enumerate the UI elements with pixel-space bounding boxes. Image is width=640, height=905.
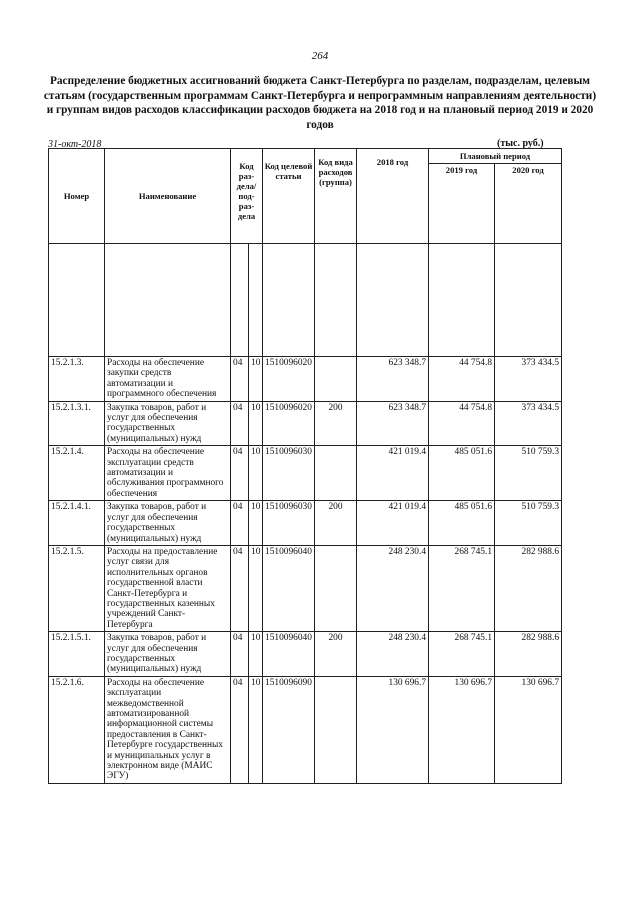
header-row bbox=[49, 149, 562, 164]
page-number: 264 bbox=[311, 50, 329, 62]
row-target-code: 1510096090 bbox=[263, 676, 315, 783]
header-expense-type: Код вида расходов (группа) bbox=[315, 149, 357, 244]
row-value-2019: 485 051.6 bbox=[429, 446, 495, 501]
row-value-2019: 485 051.6 bbox=[429, 501, 495, 546]
unit-label: (тыс. руб.) bbox=[497, 138, 544, 149]
row-target-code: 1510096040 bbox=[263, 632, 315, 677]
row-name: Расходы на обеспечение эксплуатации средств автоматизации и обслуживания программного обеспечения bbox=[105, 446, 231, 501]
row-value-2019: 44 754.8 bbox=[429, 401, 495, 446]
row-section: 04 bbox=[231, 676, 249, 783]
row-subsection: 10 bbox=[249, 545, 263, 631]
table-row bbox=[49, 446, 562, 501]
row-number: 15.2.1.4. bbox=[49, 446, 105, 501]
row-number: 15.2.1.5. bbox=[49, 545, 105, 631]
table-row bbox=[49, 501, 562, 546]
row-expense-type bbox=[315, 357, 357, 402]
row-value-2020: 282 988.6 bbox=[495, 545, 562, 631]
header-planned-period: Плановый период bbox=[429, 149, 562, 164]
row-name: Закупка товаров, работ и услуг для обеспечения государственных (муниципальных) нужд bbox=[105, 401, 231, 446]
row-value-2019: 268 745.1 bbox=[429, 545, 495, 631]
table-row bbox=[49, 401, 562, 446]
row-expense-type bbox=[315, 446, 357, 501]
row-number: 15.2.1.3.1. bbox=[49, 401, 105, 446]
header-number: Номер bbox=[49, 149, 105, 244]
row-target-code: 1510096040 bbox=[263, 545, 315, 631]
row-value-2018: 421 019.4 bbox=[357, 446, 429, 501]
header-2020: 2020 год bbox=[495, 164, 562, 244]
row-expense-type: 200 bbox=[315, 632, 357, 677]
row-value-2020: 373 434.5 bbox=[495, 357, 562, 402]
table-row bbox=[49, 357, 562, 402]
row-expense-type: 200 bbox=[315, 401, 357, 446]
row-value-2018: 248 230.4 bbox=[357, 545, 429, 631]
header-2019: 2019 год bbox=[429, 164, 495, 244]
table-row bbox=[49, 545, 562, 631]
row-subsection: 10 bbox=[249, 446, 263, 501]
row-value-2020: 510 759.3 bbox=[495, 446, 562, 501]
row-name: Расходы на обеспечение закупки средств автоматизации и программного обеспечения bbox=[105, 357, 231, 402]
row-subsection: 10 bbox=[249, 401, 263, 446]
table-row bbox=[49, 676, 562, 783]
row-value-2020: 373 434.5 bbox=[495, 401, 562, 446]
row-number: 15.2.1.5.1. bbox=[49, 632, 105, 677]
row-name: Закупка товаров, работ и услуг для обеспечения государственных (муниципальных) нужд bbox=[105, 501, 231, 546]
budget-table bbox=[48, 148, 562, 784]
row-expense-type bbox=[315, 545, 357, 631]
row-value-2019: 44 754.8 bbox=[429, 357, 495, 402]
row-expense-type bbox=[315, 676, 357, 783]
row-number: 15.2.1.6. bbox=[49, 676, 105, 783]
row-subsection: 10 bbox=[249, 501, 263, 546]
header-name: Наименование bbox=[105, 149, 231, 244]
row-value-2020: 282 988.6 bbox=[495, 632, 562, 677]
header-section: Код раз-дела/ под-раз-дела bbox=[231, 149, 263, 244]
row-value-2018: 421 019.4 bbox=[357, 501, 429, 546]
document-date: 31-окт-2018 bbox=[48, 139, 102, 150]
row-number: 15.2.1.3. bbox=[49, 357, 105, 402]
row-section: 04 bbox=[231, 545, 249, 631]
row-target-code: 1510096020 bbox=[263, 401, 315, 446]
header-target: Код целевой статьи bbox=[263, 149, 315, 244]
row-section: 04 bbox=[231, 632, 249, 677]
row-section: 04 bbox=[231, 357, 249, 402]
row-target-code: 1510096020 bbox=[263, 357, 315, 402]
row-subsection: 10 bbox=[249, 676, 263, 783]
row-subsection: 10 bbox=[249, 357, 263, 402]
table-row bbox=[49, 632, 562, 677]
row-expense-type: 200 bbox=[315, 501, 357, 546]
header-2018: 2018 год bbox=[357, 149, 429, 244]
spacer-row bbox=[49, 244, 562, 357]
row-name: Расходы на предоставление услуг связи для исполнительных органов государственной власти Санкт-Петербурга и государственных казенных учреждений Санкт-Петербурга bbox=[105, 545, 231, 631]
row-value-2019: 130 696.7 bbox=[429, 676, 495, 783]
row-value-2020: 130 696.7 bbox=[495, 676, 562, 783]
row-name: Закупка товаров, работ и услуг для обеспечения государственных (муниципальных) нужд bbox=[105, 632, 231, 677]
row-target-code: 1510096030 bbox=[263, 501, 315, 546]
row-section: 04 bbox=[231, 401, 249, 446]
row-value-2018: 248 230.4 bbox=[357, 632, 429, 677]
row-value-2020: 510 759.3 bbox=[495, 501, 562, 546]
row-target-code: 1510096030 bbox=[263, 446, 315, 501]
row-value-2018: 130 696.7 bbox=[357, 676, 429, 783]
row-value-2019: 268 745.1 bbox=[429, 632, 495, 677]
row-value-2018: 623 348.7 bbox=[357, 357, 429, 402]
row-number: 15.2.1.4.1. bbox=[49, 501, 105, 546]
document-title: Распределение бюджетных ассигнований бюджета Санкт-Петербурга по разделам, подразделам, целевым статьям (государственным программам Санкт-Петербурга и непрограммным направлениям деятельности) и группам видов расходов классификации расходов бюджета на 2018 год и на плановый период 2019 и 2020 годов bbox=[43, 75, 597, 131]
row-subsection: 10 bbox=[249, 632, 263, 677]
row-value-2018: 623 348.7 bbox=[357, 401, 429, 446]
row-section: 04 bbox=[231, 446, 249, 501]
row-name: Расходы на обеспечение эксплуатации межведомственной автоматизированной информационной системы предоставления в Санкт-Петербурге государственных и муниципальных услуг в электронном виде (МАИС ЭГУ) bbox=[105, 676, 231, 783]
row-section: 04 bbox=[231, 501, 249, 546]
